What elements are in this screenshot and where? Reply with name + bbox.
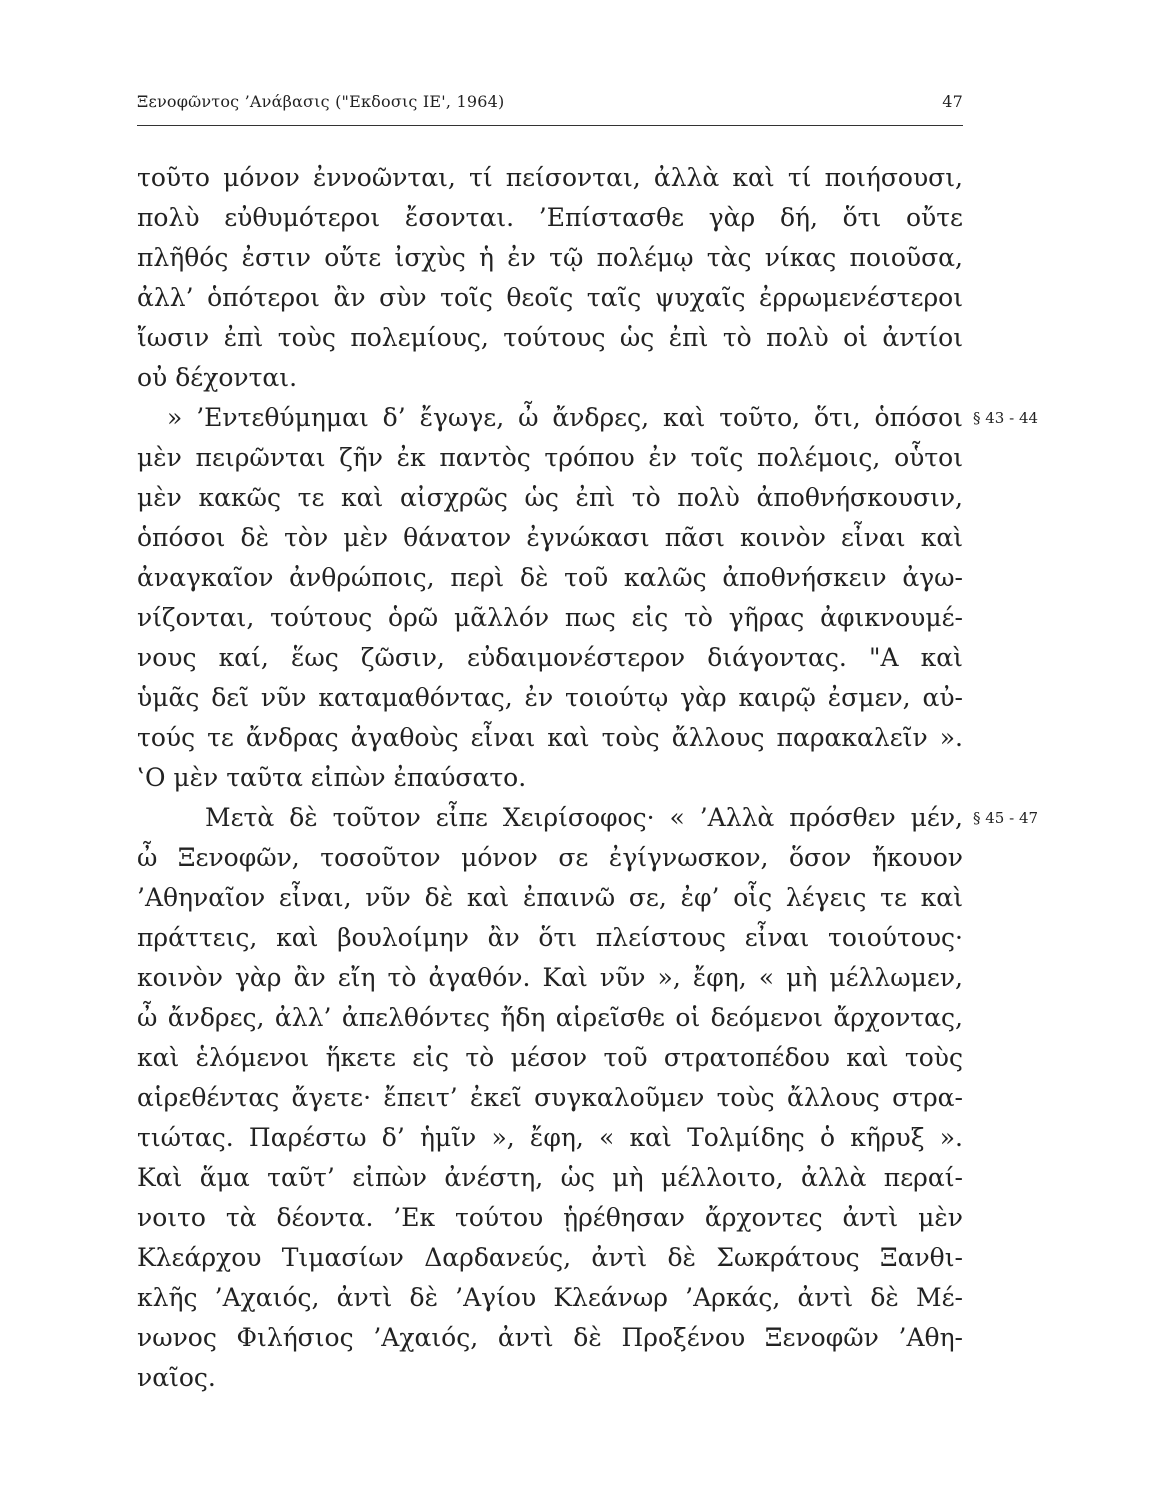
text-line: κοινὸν γὰρ ἂν εἴη τὸ ἀγαθόν. Καὶ νῦν », ἔφη, « μὴ μέλλωμεν, [137, 963, 963, 992]
text-line: πράττεις, καὶ βουλοίμην ἂν ὅτι πλείστους εἶναι τοιούτους· [137, 923, 963, 952]
page-number: 47 [942, 92, 963, 111]
text-line: ὦ ἄνδρες, ἀλλ’ ἀπελθόντες ἤδη αἱρεῖσθε οἱ δεόμενοι ἄρχοντας, [137, 1003, 963, 1032]
margin-section-note: § 43 - 44 [973, 409, 1039, 427]
text-line: ‛Ο μὲν ταῦτα εἰπὼν ἐπαύσατο. [137, 763, 527, 792]
text-line: πλῆθός ἐστιν οὔτε ἰσχὺς ἡ ἐν τῷ πολέμῳ τὰς νίκας ποιοῦσα, [137, 243, 963, 272]
margin-section-note: § 45 - 47 [973, 809, 1039, 827]
text-line: ἴωσιν ἐπὶ τοὺς πολεμίους, τούτους ὡς ἐπὶ τὸ πολὺ οἱ ἀντίοι [137, 323, 963, 352]
text-line: νους καί, ἕως ζῶσιν, εὐδαιμονέστερον διάγοντας. "Α καὶ [137, 643, 963, 672]
text-line: νοιτο τὰ δέοντα. ’Εκ τούτου ᾑρέθησαν ἄρχοντες ἀντὶ μὲν [137, 1203, 963, 1232]
text-line: Μετὰ δὲ τοῦτον εἶπε Χειρίσοφος· « ’Αλλὰ πρόσθεν μέν, [205, 803, 963, 832]
text-line: τιώτας. Παρέστω δ’ ἡμῖν », ἔφη, « καὶ Τολμίδης ὁ κῆρυξ ». [137, 1123, 963, 1152]
text-line: νωνος Φιλήσιος ’Αχαιός, ἀντὶ δὲ Προξένου Ξενοφῶν ’Αθη- [137, 1323, 963, 1352]
text-line: Κλεάρχου Τιμασίων Δαρδανεύς, ἀντὶ δὲ Σωκράτους Ξανθι- [137, 1243, 963, 1272]
text-line: κλῆς ’Αχαιός, ἀντὶ δὲ ’Αγίου Κλεάνωρ ’Αρκάς, ἀντὶ δὲ Μέ- [137, 1283, 963, 1312]
text-line: ’Αθηναῖον εἶναι, νῦν δὲ καὶ ἐπαινῶ σε, ἐφ’ οἷς λέγεις τε καὶ [137, 883, 963, 912]
text-line: ἀλλ’ ὁπότεροι ἂν σὺν τοῖς θεοῖς ταῖς ψυχαῖς ἐρρωμενέστεροι [137, 283, 963, 312]
text-line: ὑμᾶς δεῖ νῦν καταμαθόντας, ἐν τοιούτῳ γὰρ καιρῷ ἐσμεν, αὐ- [137, 683, 963, 712]
text-line: μὲν πειρῶνται ζῆν ἐκ παντὸς τρόπου ἐν τοῖς πολέμοις, οὗτοι [137, 443, 963, 472]
text-line: ἀναγκαῖον ἀνθρώποις, περὶ δὲ τοῦ καλῶς ἀποθνήσκειν ἀγω- [137, 563, 963, 592]
text-line: τούς τε ἄνδρας ἀγαθοὺς εἶναι καὶ τοὺς ἄλλους παρακαλεῖν ». [137, 723, 963, 752]
text-line: νίζονται, τούτους ὁρῶ μᾶλλόν πως εἰς τὸ γῆρας ἀφικνουμέ- [137, 603, 963, 632]
text-line: ὦ Ξενοφῶν, τοσοῦτον μόνον σε ἐγίγνωσκον, ὅσον ἤκουον [137, 843, 963, 872]
text-line: αἱρεθέντας ἄγετε· ἔπειτ’ ἐκεῖ συγκαλοῦμεν τοὺς ἄλλους στρα- [137, 1083, 963, 1112]
header-rule [137, 125, 963, 126]
text-line: ὁπόσοι δὲ τὸν μὲν θάνατον ἐγνώκασι πᾶσι κοινὸν εἶναι καὶ [137, 523, 963, 552]
text-line: καὶ ἑλόμενοι ἥκετε εἰς τὸ μέσον τοῦ στρατοπέδου καὶ τοὺς [137, 1043, 963, 1072]
text-line: τοῦτο μόνον ἐννοῶνται, τί πείσονται, ἀλλὰ καὶ τί ποιήσουσι, [137, 163, 963, 192]
text-line: οὐ δέχονται. [137, 363, 298, 392]
header-title: Ξενοφῶντος ’Ανάβασις ("Εκδοσις ΙΕ', 1964) [137, 92, 505, 111]
text-line: μὲν κακῶς τε καὶ αἰσχρῶς ὡς ἐπὶ τὸ πολὺ ἀποθνήσκουσιν, [137, 483, 963, 512]
text-line: Καὶ ἅμα ταῦτ’ εἰπὼν ἀνέστη, ὡς μὴ μέλλοιτο, ἀλλὰ περαί- [137, 1163, 963, 1192]
text-line: » ’Εντεθύμημαι δ’ ἔγωγε, ὦ ἄνδρες, καὶ τοῦτο, ὅτι, ὁπόσοι [167, 403, 963, 432]
text-line: ναῖος. [137, 1363, 216, 1392]
running-header [137, 92, 963, 122]
text-line: πολὺ εὐθυμότεροι ἔσονται. ’Επίστασθε γὰρ δή, ὅτι οὔτε [137, 203, 963, 232]
